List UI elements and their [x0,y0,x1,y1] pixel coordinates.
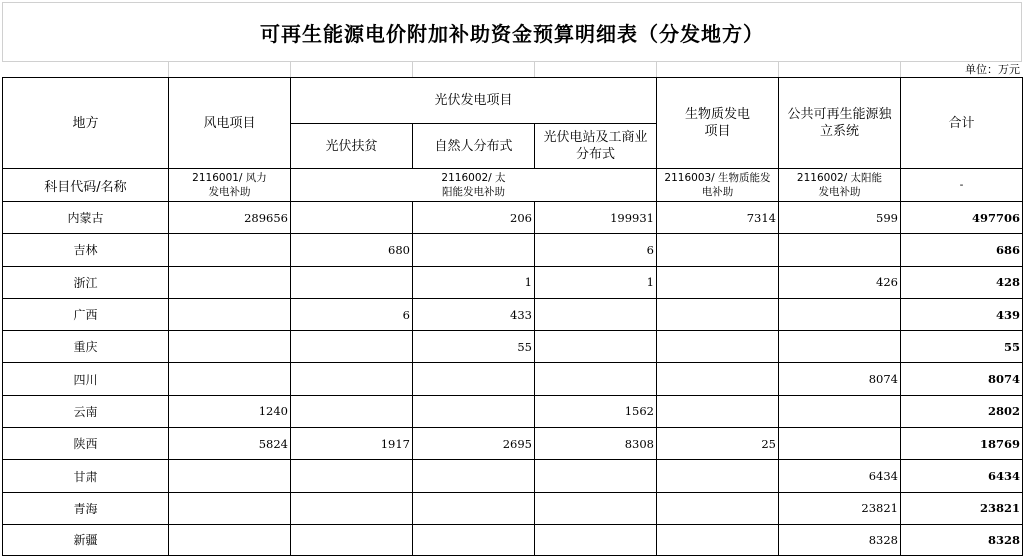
pv-natural-cell: 206 [413,202,535,234]
wind-cell [169,266,291,298]
table-row [3,298,1023,330]
pv-natural-cell: 55 [413,331,535,363]
public-cell [779,234,901,266]
biomass-cell [657,524,779,555]
table-row [3,266,1023,298]
pv-poverty-cell [291,331,413,363]
table-title: 可再生能源电价附加补助资金预算明细表（分发地方） [2,2,1022,62]
table-row [3,395,1023,427]
public-cell: 6434 [779,460,901,492]
public-cell: 23821 [779,492,901,524]
region-cell: 吉林 [3,234,169,266]
region-cell: 陕西 [3,428,169,460]
public-cell [779,331,901,363]
pv-poverty-cell [291,266,413,298]
public-cell [779,298,901,330]
total-cell: 18769 [901,428,1023,460]
unit-label: 单位：万元 [965,63,1020,76]
pv-station-cell: 1 [535,266,657,298]
pv-station-cell: 199931 [535,202,657,234]
total-cell: 8074 [901,363,1023,395]
total-cell: 55 [901,331,1023,363]
total-cell: 428 [901,266,1023,298]
table-row [3,524,1023,555]
header-public: 公共可再生能源独立系统 [779,78,901,169]
pv-poverty-cell [291,460,413,492]
pv-station-cell: 8308 [535,428,657,460]
region-cell: 云南 [3,395,169,427]
pv-poverty-cell [291,202,413,234]
header-row-1 [3,78,1023,124]
header-biomass: 生物质发电项目 [657,78,779,169]
region-cell: 浙江 [3,266,169,298]
table-row [3,428,1023,460]
pv-station-cell: 1562 [535,395,657,427]
biomass-cell [657,266,779,298]
biomass-cell: 25 [657,428,779,460]
biomass-cell [657,492,779,524]
code-label: 科目代码/名称 [3,169,169,202]
pv-station-cell [535,524,657,555]
pv-station-cell: 6 [535,234,657,266]
pv-poverty-cell [291,363,413,395]
pv-natural-cell [413,363,535,395]
table-row [3,202,1023,234]
public-cell [779,395,901,427]
header-total: 合计 [901,78,1023,169]
pv-natural-cell [413,524,535,555]
pv-poverty-cell: 6 [291,298,413,330]
pv-poverty-cell [291,395,413,427]
code-total: - [901,169,1023,202]
code-wind: 2116001/ 风力发电补助 [169,169,291,202]
table-row [3,234,1023,266]
total-cell: 497706 [901,202,1023,234]
pv-station-cell [535,460,657,492]
header-pv-poverty: 光伏扶贫 [291,124,413,169]
wind-cell [169,492,291,524]
table-row [3,492,1023,524]
public-cell: 599 [779,202,901,234]
code-pv: 2116002/ 太阳能发电补助 [291,169,657,202]
wind-cell: 5824 [169,428,291,460]
wind-cell [169,331,291,363]
wind-cell [169,524,291,555]
table-row [3,460,1023,492]
biomass-cell: 7314 [657,202,779,234]
region-cell: 广西 [3,298,169,330]
table-row [3,363,1023,395]
public-cell: 8074 [779,363,901,395]
code-public: 2116002/ 太阳能发电补助 [779,169,901,202]
region-cell: 内蒙古 [3,202,169,234]
pv-poverty-cell: 680 [291,234,413,266]
pv-station-cell [535,492,657,524]
total-cell: 6434 [901,460,1023,492]
region-cell: 四川 [3,363,169,395]
biomass-cell [657,298,779,330]
biomass-cell [657,363,779,395]
public-cell: 426 [779,266,901,298]
biomass-cell [657,234,779,266]
pv-poverty-cell [291,492,413,524]
region-cell: 青海 [3,492,169,524]
pv-natural-cell: 2695 [413,428,535,460]
region-cell: 新疆 [3,524,169,555]
header-region: 地方 [3,78,169,169]
region-cell: 甘肃 [3,460,169,492]
biomass-cell [657,331,779,363]
wind-cell [169,363,291,395]
public-cell [779,428,901,460]
budget-table [2,77,1023,556]
wind-cell: 1240 [169,395,291,427]
pv-natural-cell: 1 [413,266,535,298]
code-row [3,169,1023,202]
header-pv-natural: 自然人分布式 [413,124,535,169]
pv-station-cell [535,298,657,330]
pv-natural-cell [413,234,535,266]
public-cell: 8328 [779,524,901,555]
header-pv-station: 光伏电站及工商业分布式 [535,124,657,169]
total-cell: 8328 [901,524,1023,555]
header-wind: 风电项目 [169,78,291,169]
code-biomass: 2116003/ 生物质能发电补助 [657,169,779,202]
pv-station-cell [535,331,657,363]
total-cell: 686 [901,234,1023,266]
unit-row [2,62,1022,77]
header-pv-group: 光伏发电项目 [291,78,657,124]
pv-poverty-cell [291,524,413,555]
pv-natural-cell: 433 [413,298,535,330]
pv-station-cell [535,363,657,395]
wind-cell [169,460,291,492]
total-cell: 23821 [901,492,1023,524]
table-row [3,331,1023,363]
biomass-cell [657,395,779,427]
pv-poverty-cell: 1917 [291,428,413,460]
total-cell: 2802 [901,395,1023,427]
biomass-cell [657,460,779,492]
region-cell: 重庆 [3,331,169,363]
pv-natural-cell [413,395,535,427]
wind-cell: 289656 [169,202,291,234]
wind-cell [169,234,291,266]
pv-natural-cell [413,460,535,492]
pv-natural-cell [413,492,535,524]
wind-cell [169,298,291,330]
total-cell: 439 [901,298,1023,330]
